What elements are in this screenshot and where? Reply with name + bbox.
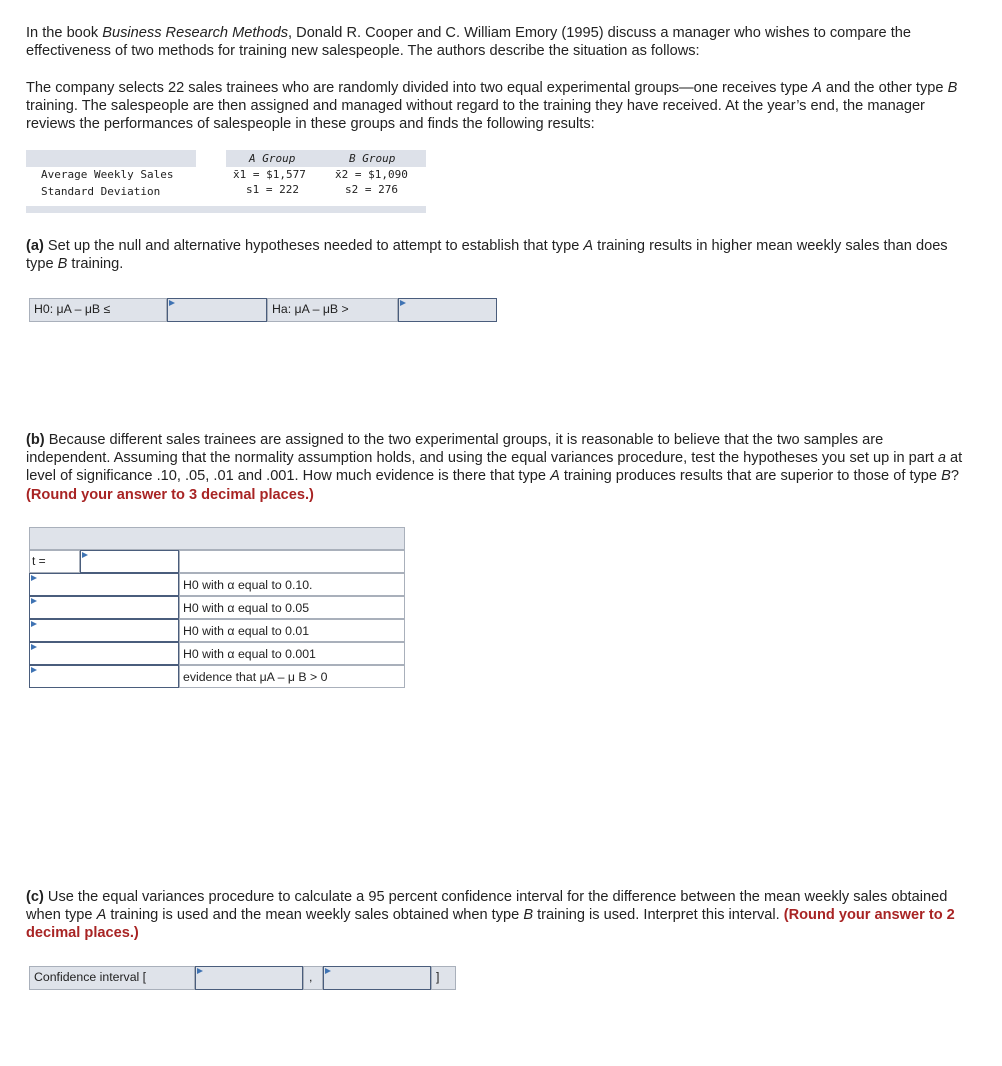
table-row — [29, 642, 405, 665]
h0-value-input[interactable] — [167, 298, 267, 322]
input-marker-icon — [169, 300, 175, 306]
decision-input-010[interactable] — [29, 573, 179, 596]
ci-lower-input[interactable] — [195, 966, 303, 990]
ci-upper-input[interactable] — [323, 966, 431, 990]
table-header-row — [29, 527, 405, 550]
t-stat-row — [29, 550, 405, 573]
input-marker-icon — [31, 575, 37, 581]
data-table — [26, 150, 426, 213]
input-marker-icon — [325, 968, 331, 974]
table-footer-band — [26, 206, 426, 213]
input-marker-icon — [82, 552, 88, 558]
ha-label: Ha: μA – μB > — [267, 298, 398, 322]
row-label: H0 with α equal to 0.01 — [179, 619, 405, 642]
part-c-question: (c) Use the equal variances procedure to calculate a 95 percent confidence interval for the difference between the mean weekly sales obtained when type A training is used and the mean weekly sales obtained when type B training is used. Interpret this interval. (Round your answer to 2 decimal places.) — [26, 889, 955, 942]
h0-label: H0: μA – μB ≤ — [29, 298, 167, 322]
t-value-input[interactable] — [80, 550, 179, 573]
table-row — [29, 665, 405, 688]
row-label-avg-sales: Average Weekly Sales — [41, 168, 174, 181]
t-row-blank — [179, 550, 405, 573]
s1-value: s1 = 222 — [246, 183, 299, 196]
ci-close-bracket: ] — [431, 966, 456, 990]
xbar1-value: x̄1 = $1,577 — [233, 168, 306, 181]
row-label: H0 with α equal to 0.001 — [179, 642, 405, 665]
decision-input-005[interactable] — [29, 596, 179, 619]
xbar2-value: x̄2 = $1,090 — [335, 168, 408, 181]
input-marker-icon — [31, 644, 37, 650]
input-marker-icon — [31, 667, 37, 673]
intro-paragraph-1: In the book Business Research Methods, Donald R. Cooper and C. William Emory (1995) discuss a manager who wishes to compare the effectiveness of two methods for training new salespeople. The authors describe the situation as follows: — [26, 25, 911, 60]
ci-label: Confidence interval [ — [29, 966, 195, 990]
table-row — [29, 573, 405, 596]
row-label: evidence that μA – μ B > 0 — [179, 665, 405, 688]
input-marker-icon — [31, 598, 37, 604]
t-label: t = — [29, 550, 80, 573]
s2-value: s2 = 276 — [345, 183, 398, 196]
decision-input-0001[interactable] — [29, 642, 179, 665]
part-a-question: (a) Set up the null and alternative hypotheses needed to attempt to establish that type A training results in higher mean weekly sales than does type B training. — [26, 238, 948, 273]
table-row — [29, 619, 405, 642]
evidence-input[interactable] — [29, 665, 179, 688]
table-header-band-left — [26, 150, 196, 167]
part-b-question: (b) Because different sales trainees are assigned to the two experimental groups, it is reasonable to believe that the two samples are independent. Assuming that the normality assumption holds, and using the equal variances procedure, test the hypotheses you set up in part a at level of significance .10, .05, .01 and .001. How much evidence is there that type A training produces results that are superior to those of type B? (Round your answer to 3 decimal places.) — [26, 432, 963, 503]
input-marker-icon — [400, 300, 406, 306]
input-marker-icon — [31, 621, 37, 627]
intro-paragraph-2: The company selects 22 sales trainees who are randomly divided into two equal experimental groups—one receives type A and the other type B training. The salespeople are then assigned and managed without regard to the training they have received. At the year’s end, the manager reviews the performances of salespeople in these groups and finds the following results: — [26, 80, 958, 133]
row-label-std-dev: Standard Deviation — [41, 185, 161, 198]
col-header-a: A Group — [249, 152, 296, 165]
decision-input-001[interactable] — [29, 619, 179, 642]
row-label: H0 with α equal to 0.05 — [179, 596, 405, 619]
ci-comma: , — [303, 966, 323, 990]
input-marker-icon — [197, 968, 203, 974]
table-row — [29, 596, 405, 619]
col-header-b: B Group — [349, 152, 396, 165]
ha-value-input[interactable] — [398, 298, 497, 322]
row-label: H0 with α equal to 0.10. — [179, 573, 405, 596]
